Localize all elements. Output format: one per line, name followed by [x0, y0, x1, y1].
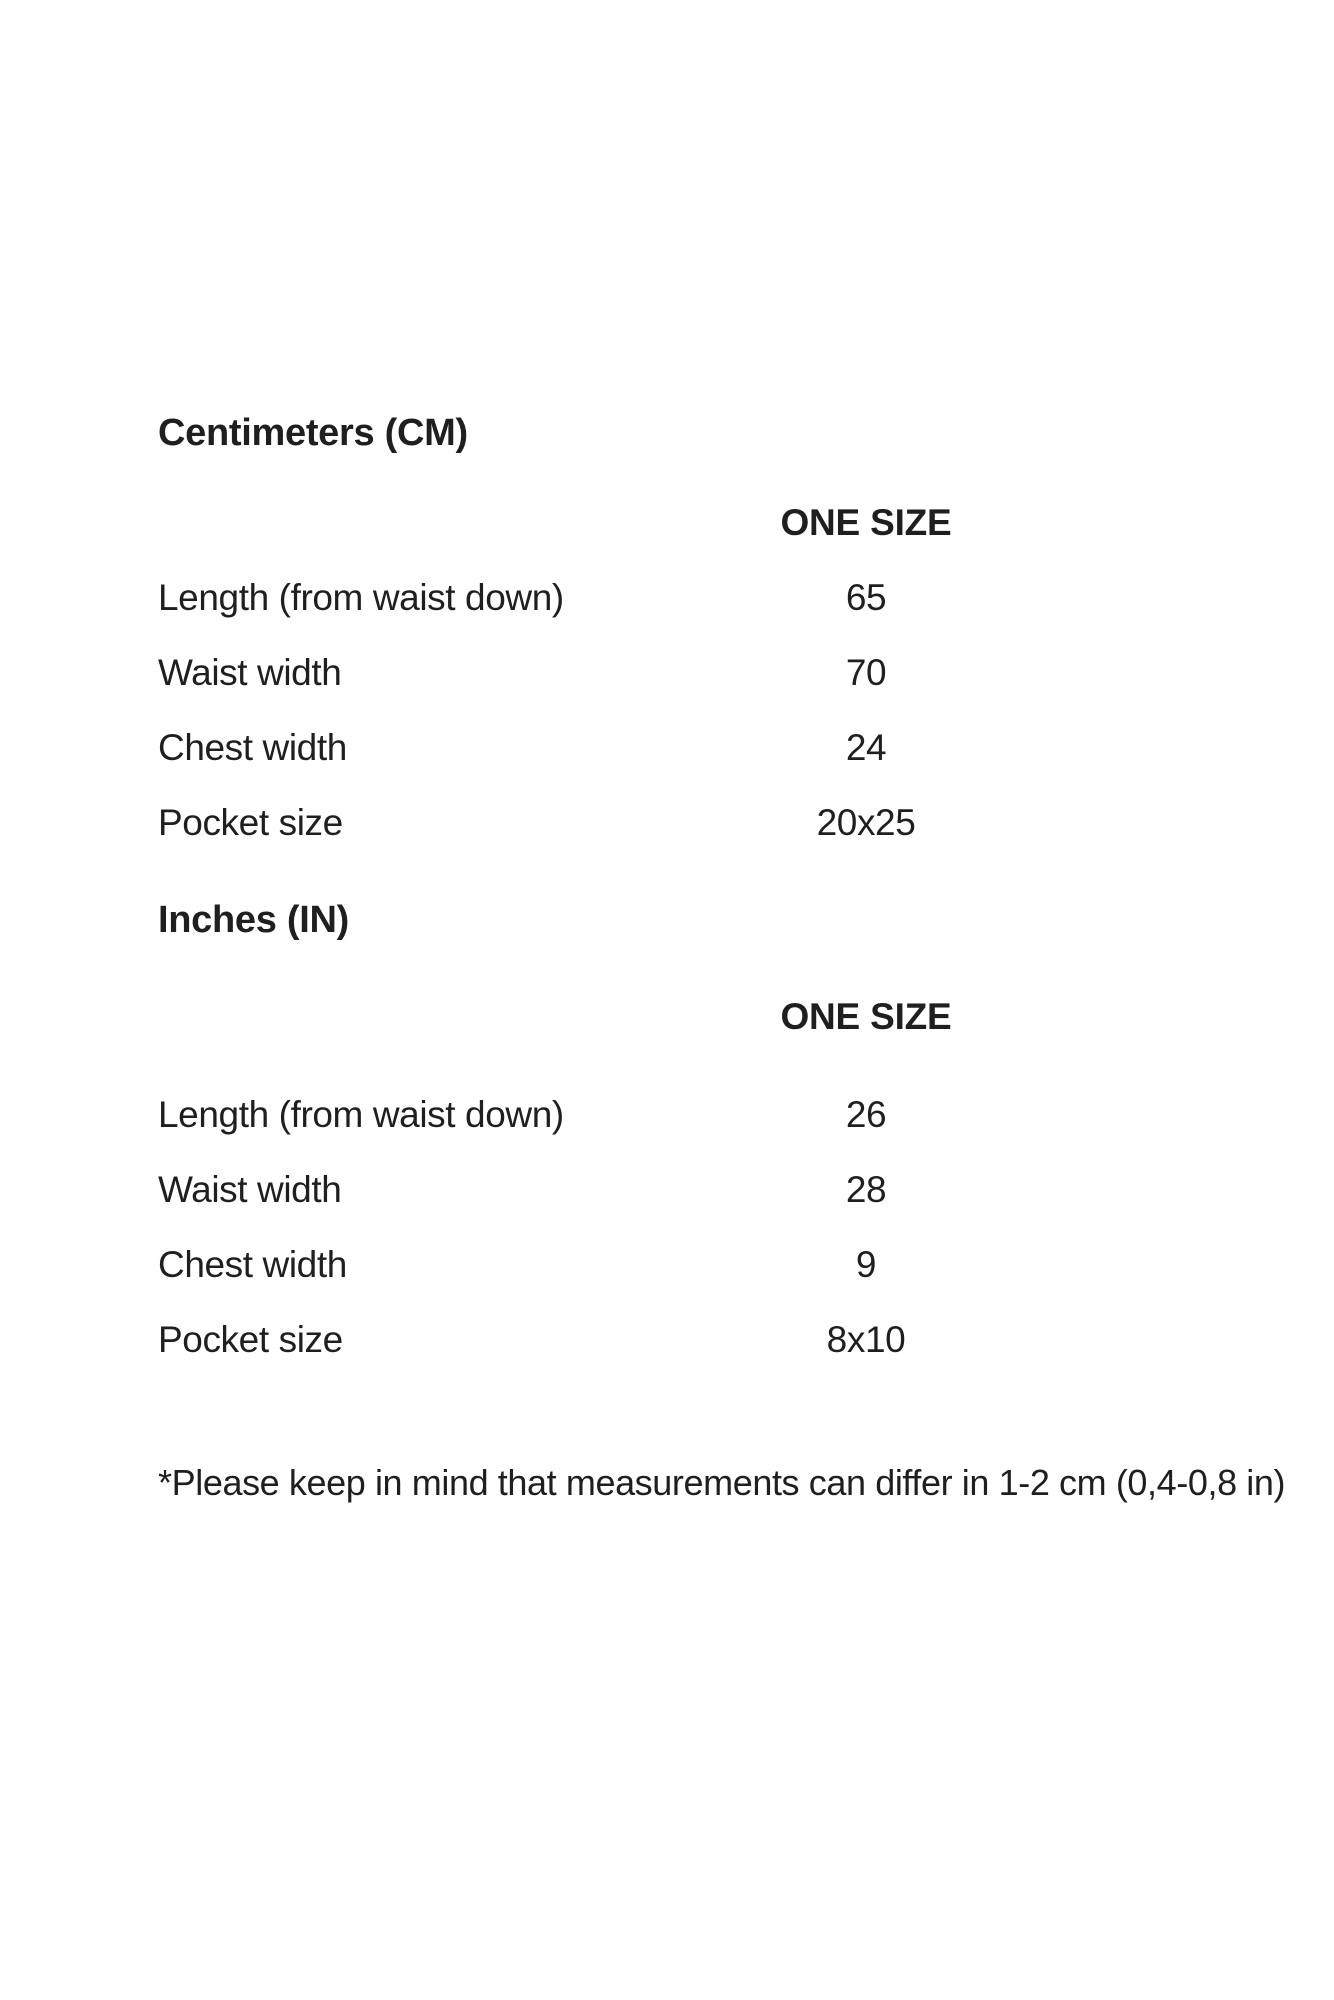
- row-label: Chest width: [158, 1244, 347, 1285]
- table-row: [158, 560, 1178, 635]
- table-row: [158, 1302, 1178, 1377]
- size-table-cm: [158, 485, 1178, 860]
- column-header-one-size: ONE SIZE: [780, 502, 952, 543]
- table-row: [158, 635, 1178, 710]
- row-value: 28: [845, 1169, 887, 1210]
- row-value: 9: [855, 1244, 877, 1285]
- table-header-row: [158, 979, 1178, 1054]
- measurement-disclaimer: *Please keep in mind that measurements can differ in 1-2 cm (0,4-0,8 in): [158, 1462, 1286, 1503]
- size-table-in: [158, 979, 1178, 1377]
- row-label: Pocket size: [158, 802, 343, 843]
- row-value: 26: [845, 1094, 887, 1135]
- table-row: [158, 1077, 1178, 1152]
- table-row: [158, 710, 1178, 785]
- row-value: 24: [845, 727, 887, 768]
- column-header-one-size: ONE SIZE: [780, 996, 952, 1037]
- row-label: Waist width: [158, 652, 342, 693]
- section-inches: [158, 896, 1178, 1377]
- row-label: Length (from waist down): [158, 1094, 564, 1135]
- section-title-centimeters: Centimeters (CM): [158, 412, 468, 454]
- section-centimeters: [158, 409, 1178, 860]
- header-spacer: [158, 979, 718, 1054]
- row-value: 70: [845, 652, 887, 693]
- row-label: Waist width: [158, 1169, 342, 1210]
- table-row: [158, 1152, 1178, 1227]
- row-label: Pocket size: [158, 1319, 343, 1360]
- section-title-inches: Inches (IN): [158, 899, 349, 941]
- row-value: 65: [845, 577, 887, 618]
- table-row: [158, 785, 1178, 860]
- row-value: 20x25: [816, 802, 916, 843]
- row-label: Chest width: [158, 727, 347, 768]
- table-row: [158, 1227, 1178, 1302]
- header-spacer: [158, 485, 718, 560]
- table-header-row: [158, 485, 1178, 560]
- row-label: Length (from waist down): [158, 577, 564, 618]
- row-value: 8x10: [826, 1319, 906, 1360]
